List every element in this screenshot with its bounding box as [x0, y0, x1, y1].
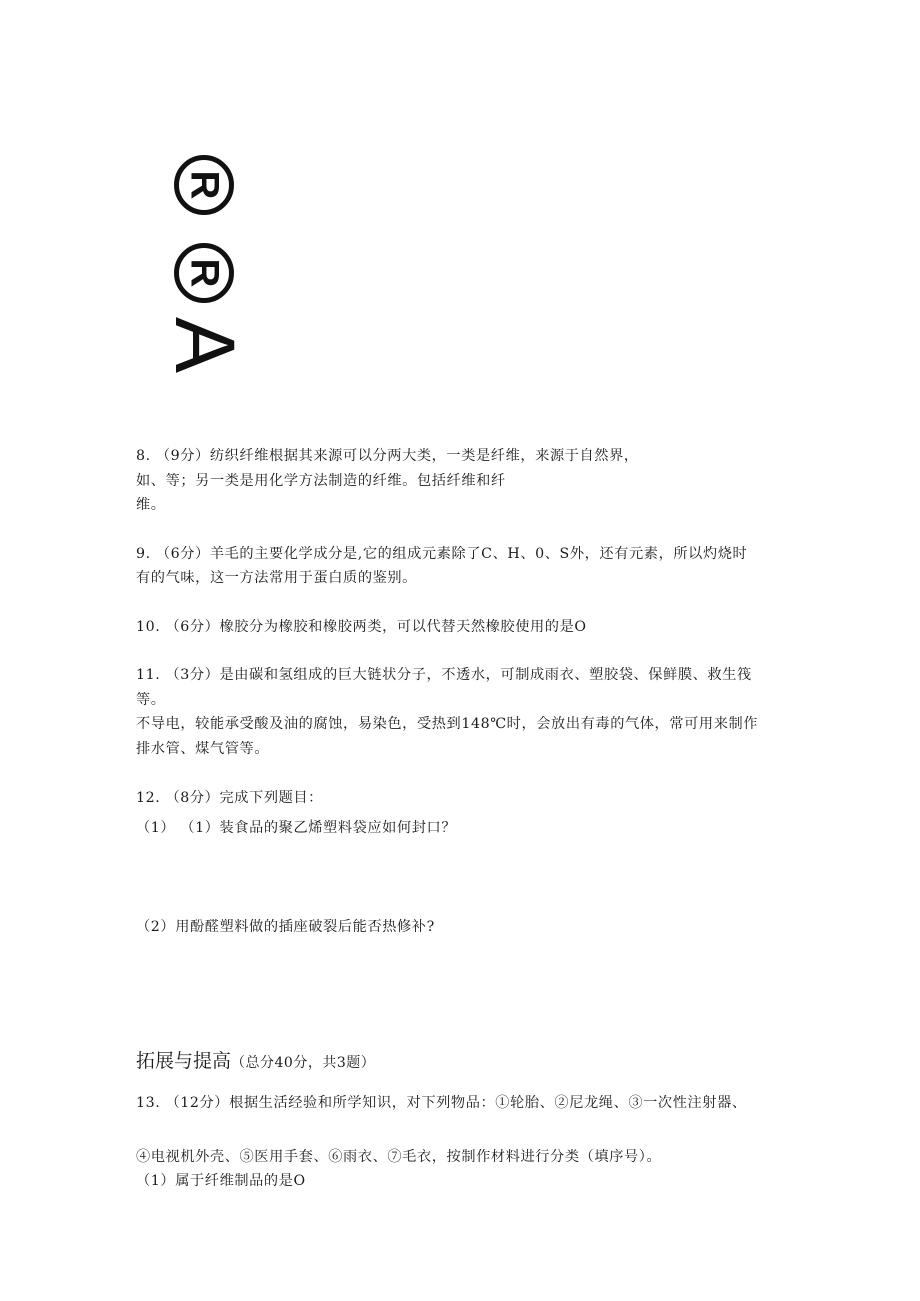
q9-line-1: 9. （6分）羊毛的主要化学成分是,它的组成元素除了C、H、0、S外，还有元素，所以灼烧时	[136, 546, 748, 562]
q11-line-2: 等。	[136, 692, 166, 708]
q12-part-2: （2）用酚醛塑料做的插座破裂后能否热修补?	[136, 919, 435, 935]
circled-r-symbol: R	[174, 155, 234, 215]
circled-r-symbol: R	[174, 243, 234, 303]
q11-line-1: 11. （3分）是由碳和氢组成的巨大链状分子，不透水，可制成雨衣、塑胶袋、保鲜膜、救生筏	[136, 667, 752, 683]
rotated-letter-a: A	[158, 316, 252, 374]
q9-line-2: 有的气味，这一方法常用于蛋白质的鉴别。	[136, 570, 417, 586]
section-title: 拓展与提高	[136, 1050, 232, 1072]
q13-line-2: ④电视机外壳、⑤医用手套、⑥雨衣、⑦毛衣，按制作材料进行分类（填序号）。	[136, 1149, 662, 1165]
q13-line-1: 13. （12分）根据生活经验和所学知识，对下列物品：①轮胎、②尼龙绳、③一次性注射器、	[136, 1095, 747, 1111]
q8-line-3: 维。	[136, 497, 166, 513]
q12-part-1: （1） （1）装食品的聚乙烯塑料袋应如何封口？	[136, 820, 457, 836]
q12-title: 12. （8分）完成下列题目：	[136, 790, 323, 806]
q13-part-1: （1）属于纤维制品的是O	[136, 1173, 306, 1189]
q11-line-3: 不导电，较能承受酸及油的腐蚀，易染色，受热到148℃时，会放出有毒的气体，常可用来制作	[136, 716, 759, 732]
section-heading	[136, 1048, 375, 1076]
q8-line-1: 8. （9分）纺织纤维根据其来源可以分两大类，一类是纤维，来源于自然界，	[136, 448, 639, 464]
section-subtitle: （总分40分，共3题）	[231, 1055, 376, 1071]
q11-line-4: 排水管、煤气管等。	[136, 741, 270, 757]
q8-line-2: 如、等；另一类是用化学方法制造的纤维。包括纤维和纤	[136, 473, 506, 489]
q10-line-1: 10. （6分）橡胶分为橡胶和橡胶两类，可以代替天然橡胶使用的是O	[136, 619, 587, 635]
rotated-symbols-figure	[158, 150, 252, 380]
